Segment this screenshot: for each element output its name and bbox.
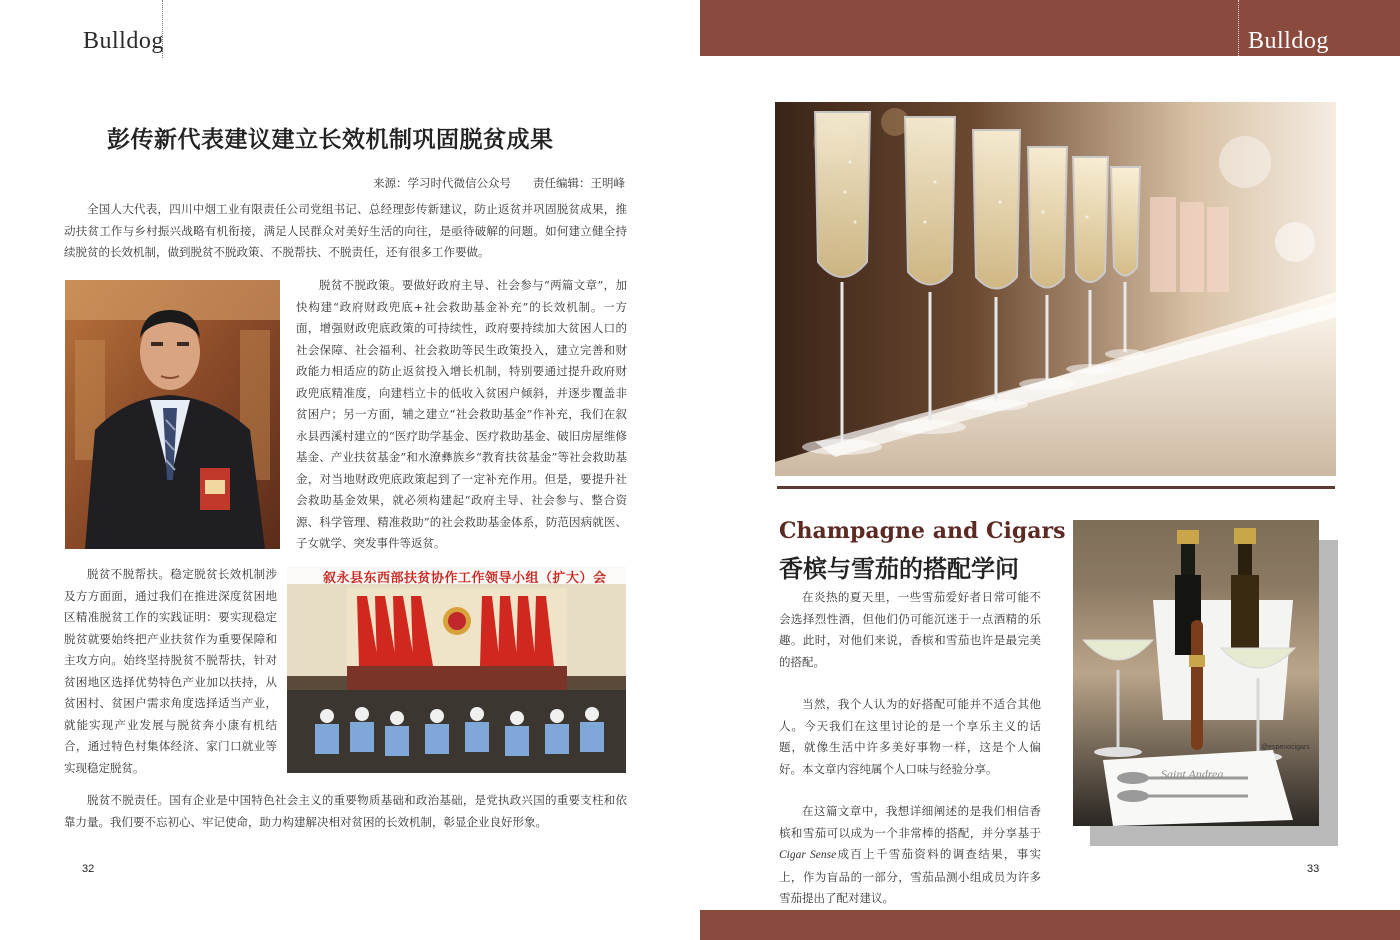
meeting-banner-text: 叙永县东西部扶贫协作工作领导小组（扩大）会 bbox=[323, 571, 607, 586]
right-page-number: 33 bbox=[1307, 863, 1320, 875]
left-header-divider bbox=[162, 0, 163, 58]
champagne-title-chinese: 香槟与雪茄的搭配学问 bbox=[779, 554, 1019, 583]
intro-paragraph: 全国人大代表，四川中烟工业有限责任公司党组书记、总经理彭传新建议，防止返贫并巩固脱贫成果，推动扶贫工作与乡村振兴战略有机衔接，满足人民群众对美好生活的向往，是亟待破解的问题。如何建立健全持续脱贫的长效机制，做到脱贫不脱政策、不脱帮扶、不脱责任，还有很多工作要做。 bbox=[64, 202, 627, 259]
left-brand-logo: Bulldog bbox=[83, 28, 164, 54]
bottom-color-band bbox=[700, 910, 1400, 940]
article-byline: 来源：学习时代微信公众号 责任编辑：王明峰 bbox=[373, 176, 625, 190]
article-title: 彭传新代表建议建立长效机制巩固脱贫成果 bbox=[107, 126, 554, 153]
article-intro bbox=[64, 199, 627, 264]
champagne-paragraph-3 bbox=[779, 801, 1041, 910]
paragraph-3-tail: 成百上千雪茄资料的调查结果，事实上，作为盲品的一部分，雪茄品测小组成员为许多雪茄提出了配对建议。 bbox=[779, 847, 1041, 905]
section-responsibility bbox=[64, 790, 627, 833]
cigar-sense-brand: Cigar Sense bbox=[779, 849, 837, 861]
responsibility-paragraph: 脱贫不脱责任。国有企业是中国特色社会主义的重要物质基础和政治基础，是党执政兴国的重要支柱和依靠力量。我们要不忘初心、牢记使命，助力构建解决相对贫困的长效机制，彰显企业良好形象。 bbox=[64, 793, 627, 829]
champagne-paragraph-2: 当然，我个人认为的好搭配可能并不适合其他人。今天我们在这里讨论的是一个享乐主义的话题，就像生活中许多美好事物一样，这是个人偏好。本文章内容纯属个人口味与经验分享。 bbox=[779, 697, 1041, 776]
delegate-portrait-photo bbox=[65, 280, 280, 549]
meeting-photo bbox=[287, 566, 626, 773]
napkin-text: Saint Andrea bbox=[1161, 767, 1224, 781]
right-brand-logo: Bulldog bbox=[1248, 28, 1329, 54]
right-header-divider bbox=[1238, 0, 1239, 56]
section-assistance bbox=[64, 564, 277, 779]
champagne-title-english: Champagne and Cigars bbox=[779, 518, 1066, 544]
photo-watermark: @espenocigars bbox=[1261, 744, 1310, 751]
champagne-article-body bbox=[779, 587, 1041, 910]
left-page-number: 32 bbox=[82, 863, 95, 875]
section-rule bbox=[777, 486, 1335, 489]
champagne-glasses-photo bbox=[775, 102, 1336, 476]
section-policy bbox=[296, 275, 627, 555]
assistance-paragraph: 脱贫不脱帮扶。稳定脱贫长效机制涉及方方面面，通过我们在推进深度贫困地区精准脱贫工作的实践证明：要实现稳定脱贫就要始终把产业扶贫作为重要保障和主攻方向。始终坚持脱贫不脱帮扶，针对贫困地区选择优势特色产业加以扶持，从贫困村、贫困户需求角度选择适当产业，就能实现产业发展与脱贫奔小康有机结合，通过特色村集体经济、家门口就业等实现稳定脱贫。 bbox=[64, 567, 277, 775]
policy-paragraph: 脱贫不脱政策。要做好政府主导、社会参与“两篇文章”，加快构建“政府财政兜底+社会救助基金补充”的长效机制。一方面，增强财政兜底政策的可持续性，政府要持续加大贫困人口的社会保障、社会福利、社会救助等民生政策投入，建立完善和财政能力相适应的防止返贫投入增长机制，特别要通过提升政府财政兜底精准度，向建档立卡的低收入贫困户倾斜，并逐步覆盖非贫困户；另一方面，辅之建立“社会救助基金”作补充，我们在叙永县西溪村建立的“医疗助学基金、医疗救助基金、破旧房屋维修基金、产业扶贫基金”和水潦彝族乡“教育扶贫基金”等社会救助基金，对当地财政兜底政策起到了一定补充作用。但是，要提升社会救助基金效果，就必须构建起“政府主导、社会参与、整合资源、科学管理、精准救助”的社会救助基金体系，防范因病就医、子女就学、突发事件等返贫。 bbox=[296, 278, 627, 550]
paragraph-3-lead: 在这篇文章中，我想详细阐述的是我们相信香槟和雪茄可以成为一个非常棒的搭配，并分享基于 bbox=[779, 804, 1041, 840]
champagne-cigar-photo bbox=[1073, 520, 1319, 826]
champagne-paragraph-1: 在炎热的夏天里，一些雪茄爱好者日常可能不会选择烈性酒，但他们仍可能沉迷于一点酒精的乐趣。此时，对他们来说，香槟和雪茄也许是最完美的搭配。 bbox=[779, 590, 1041, 669]
